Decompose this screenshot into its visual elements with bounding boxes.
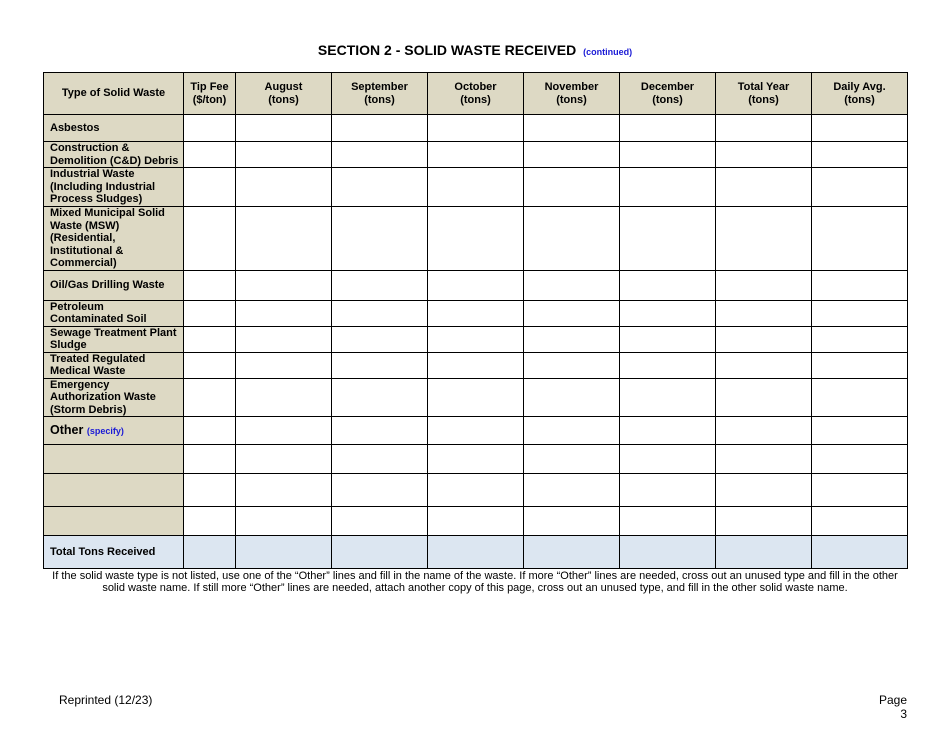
specify-label: (specify) [86,425,124,436]
col-header-type: Type of Solid Waste [44,73,184,115]
table-row [44,142,908,168]
row-label-other: Other (specify) [44,417,184,445]
other-type-input[interactable] [44,474,184,507]
input-cell[interactable] [332,142,428,168]
input-cell[interactable] [428,300,524,326]
input-cell[interactable] [620,142,716,168]
input-cell[interactable] [524,474,620,507]
input-cell[interactable] [428,417,524,445]
input-cell[interactable] [428,142,524,168]
input-cell[interactable] [812,168,908,207]
input-cell[interactable] [812,207,908,271]
input-cell[interactable] [184,142,236,168]
col-header-tip-fee: Tip Fee ($/ton) [184,73,236,115]
input-cell[interactable] [716,115,812,142]
input-cell[interactable] [184,168,236,207]
table-row [44,300,908,326]
input-cell[interactable] [236,270,332,300]
reprinted-label: Reprinted (12/23) [59,693,153,707]
input-cell[interactable] [184,207,236,271]
col-header-september: September (tons) [332,73,428,115]
page-number [879,693,907,721]
input-cell[interactable] [716,168,812,207]
input-cell[interactable] [184,115,236,142]
input-cell[interactable] [620,207,716,271]
page-number-value: 3 [900,707,907,721]
input-cell[interactable] [332,417,428,445]
input-cell[interactable] [524,352,620,378]
col-header-august: August (tons) [236,73,332,115]
input-cell[interactable] [332,378,428,417]
input-cell[interactable] [428,115,524,142]
input-cell[interactable] [620,300,716,326]
input-cell[interactable] [524,115,620,142]
table-row [44,115,908,142]
input-cell[interactable] [620,417,716,445]
input-cell[interactable] [236,474,332,507]
input-cell[interactable] [812,417,908,445]
table-row [44,270,908,300]
table-row [44,378,908,417]
input-cell[interactable] [332,300,428,326]
input-cell[interactable] [428,474,524,507]
input-cell[interactable] [812,474,908,507]
input-cell[interactable] [812,378,908,417]
input-cell[interactable] [236,300,332,326]
total-cell[interactable] [716,536,812,569]
table-row [44,474,908,507]
input-cell[interactable] [716,352,812,378]
total-cell[interactable] [184,536,236,569]
row-label-oil-gas: Oil/Gas Drilling Waste [44,270,184,300]
input-cell[interactable] [332,507,428,536]
input-cell[interactable] [716,417,812,445]
total-cell[interactable] [524,536,620,569]
other-type-input[interactable] [44,507,184,536]
row-label-total: Total Tons Received [44,536,184,569]
input-cell[interactable] [812,300,908,326]
input-cell[interactable] [332,270,428,300]
input-cell[interactable] [236,115,332,142]
total-cell[interactable] [620,536,716,569]
input-cell[interactable] [332,115,428,142]
table-row [44,207,908,271]
input-cell[interactable] [524,207,620,271]
input-cell[interactable] [812,270,908,300]
row-label-petroleum-soil: Petroleum Contaminated Soil [44,300,184,326]
header-row [44,73,908,115]
row-label-industrial-waste: Industrial Waste (Including Industrial Process Sludges) [44,168,184,207]
input-cell[interactable] [524,142,620,168]
instructions-note: If the solid waste type is not listed, use one of the “Other” lines and fill in the name of the waste. If more “Other” lines are needed, cross out an unused type and fill in the other solid waste name. If still more “Other” lines are needed, attach another copy of this page, cross out an unused type, and fill in the other solid waste name. [52,570,898,594]
input-cell[interactable] [236,352,332,378]
input-cell[interactable] [428,507,524,536]
input-cell[interactable] [184,300,236,326]
input-cell[interactable] [716,270,812,300]
page-label: Page [878,693,907,707]
input-cell[interactable] [236,207,332,271]
table-row [44,445,908,474]
input-cell[interactable] [716,207,812,271]
table-row [44,352,908,378]
input-cell[interactable] [236,142,332,168]
input-cell[interactable] [332,207,428,271]
col-header-daily-avg: Daily Avg. (tons) [812,73,908,115]
col-header-october: October (tons) [428,73,524,115]
input-cell[interactable] [184,417,236,445]
input-cell[interactable] [620,474,716,507]
input-cell[interactable] [716,142,812,168]
row-label-msw: Mixed Municipal Solid Waste (MSW) (Residential, Institutional & Commercial) [44,207,184,271]
col-header-total-year: Total Year (tons) [716,73,812,115]
input-cell[interactable] [524,378,620,417]
input-cell[interactable] [184,378,236,417]
total-cell[interactable] [236,536,332,569]
row-label-sewage-sludge: Sewage Treatment Plant Sludge [44,326,184,352]
input-cell[interactable] [524,445,620,474]
section-title-text: SECTION 2 - SOLID WASTE RECEIVED [317,42,577,58]
input-cell[interactable] [620,507,716,536]
input-cell[interactable] [236,326,332,352]
input-cell[interactable] [620,352,716,378]
col-header-december: December (tons) [620,73,716,115]
input-cell[interactable] [812,115,908,142]
input-cell[interactable] [184,445,236,474]
input-cell[interactable] [524,417,620,445]
input-cell[interactable] [428,378,524,417]
input-cell[interactable] [428,352,524,378]
input-cell[interactable] [716,507,812,536]
input-cell[interactable] [524,168,620,207]
input-cell[interactable] [428,326,524,352]
total-cell[interactable] [332,536,428,569]
input-cell[interactable] [184,326,236,352]
total-cell[interactable] [812,536,908,569]
input-cell[interactable] [184,474,236,507]
input-cell[interactable] [524,507,620,536]
table-row [44,168,908,207]
input-cell[interactable] [812,142,908,168]
other-type-input[interactable] [44,445,184,474]
input-cell[interactable] [716,474,812,507]
row-label-asbestos: Asbestos [44,115,184,142]
input-cell[interactable] [620,168,716,207]
total-cell[interactable] [428,536,524,569]
input-cell[interactable] [812,507,908,536]
table-row [44,507,908,536]
continued-label: (continued) [583,47,633,57]
input-cell[interactable] [236,168,332,207]
section-title [0,42,950,58]
row-label-emergency-waste: Emergency Authorization Waste (Storm Debris) [44,378,184,417]
solid-waste-table [43,72,908,569]
input-cell[interactable] [620,445,716,474]
input-cell[interactable] [620,270,716,300]
input-cell[interactable] [184,352,236,378]
input-cell[interactable] [236,417,332,445]
total-row [44,536,908,569]
input-cell[interactable] [332,352,428,378]
input-cell[interactable] [812,352,908,378]
input-cell[interactable] [524,270,620,300]
input-cell[interactable] [812,326,908,352]
input-cell[interactable] [524,326,620,352]
input-cell[interactable] [620,378,716,417]
input-cell[interactable] [236,507,332,536]
input-cell[interactable] [332,168,428,207]
input-cell[interactable] [716,378,812,417]
input-cell[interactable] [332,326,428,352]
input-cell[interactable] [428,270,524,300]
input-cell[interactable] [812,445,908,474]
input-cell[interactable] [716,300,812,326]
input-cell[interactable] [716,326,812,352]
input-cell[interactable] [524,300,620,326]
row-label-medical-waste: Treated Regulated Medical Waste [44,352,184,378]
table-row [44,326,908,352]
input-cell[interactable] [428,168,524,207]
input-cell[interactable] [428,207,524,271]
col-header-november: November (tons) [524,73,620,115]
input-cell[interactable] [332,474,428,507]
table-row [44,417,908,445]
input-cell[interactable] [184,270,236,300]
input-cell[interactable] [332,445,428,474]
row-label-cd-debris: Construction & Demolition (C&D) Debris [44,142,184,168]
input-cell[interactable] [620,326,716,352]
input-cell[interactable] [620,115,716,142]
input-cell[interactable] [184,507,236,536]
input-cell[interactable] [236,445,332,474]
input-cell[interactable] [428,445,524,474]
input-cell[interactable] [716,445,812,474]
input-cell[interactable] [236,378,332,417]
